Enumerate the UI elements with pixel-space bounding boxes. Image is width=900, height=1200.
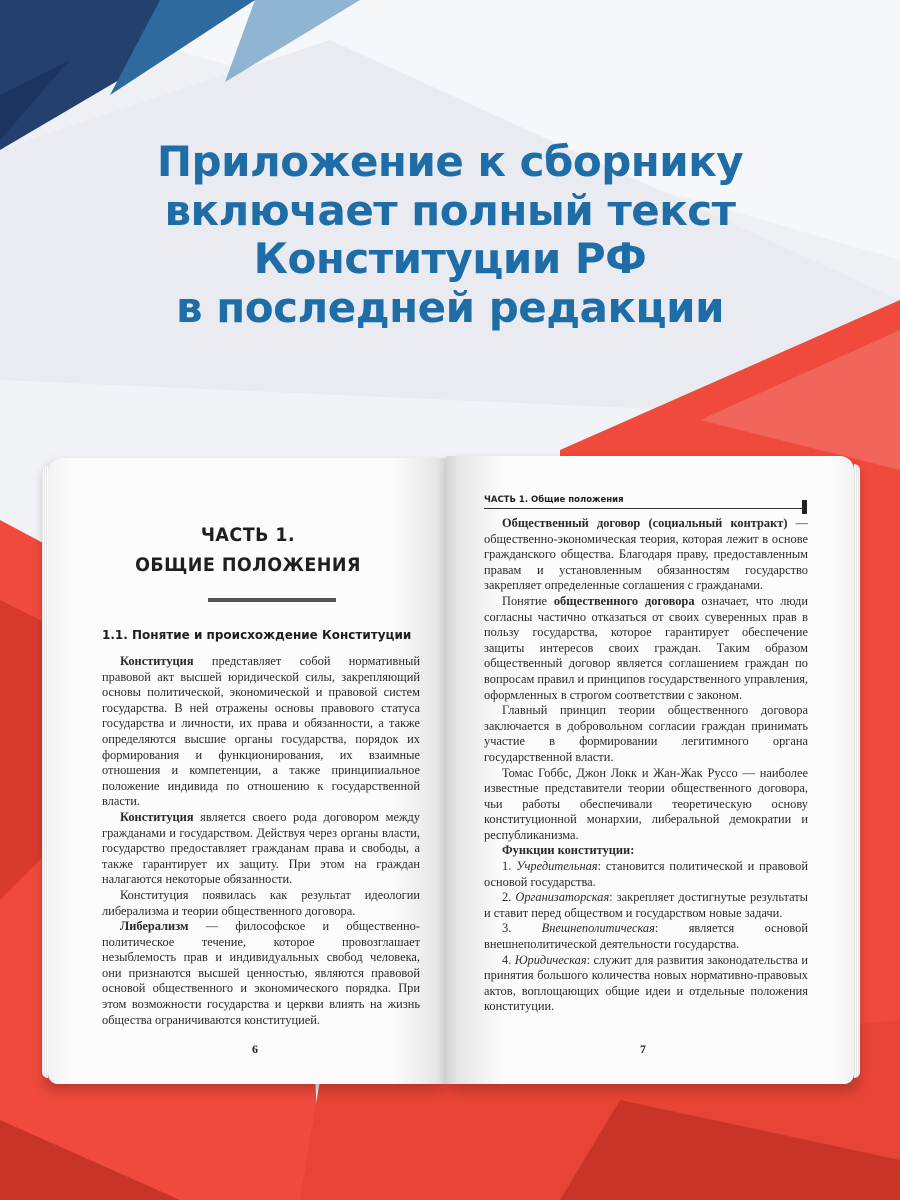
paragraph-text: является своего рода договором между гражданами и государством. Действуя через органы власти, государство предоставляет гражданам права и свободы, а также гарантирует их защиту. При этом на граждан налагаются некоторые обязанности. [102, 809, 420, 887]
section-title: 1.1. Понятие и происхождение Конституции [102, 628, 412, 642]
list-item [484, 859, 808, 890]
page-stack-edge [854, 464, 860, 1078]
paragraph-text: представляет собой нормативный правовой акт высшей юридической силы, закрепляющий основы политической, экономической и правовой систем государства. В ней отражены основы правового статуса государства и личности, их права и обязанности, а также определяются высшие органы государства, порядок их формирования и функционирования, их взаимные отношения и компетенции, а также принципиальное положение индивида по отношению к государственной власти. [102, 654, 420, 809]
paragraph [102, 810, 420, 888]
list-item [484, 953, 808, 1015]
paragraph-text: : является основой внешнеполитической деятельности государства. [484, 921, 809, 952]
functions-heading [484, 843, 808, 859]
term-italic: Внешнеполитическая [541, 921, 655, 936]
list-number: 1. [502, 859, 517, 874]
right-page-body [484, 516, 808, 1015]
paragraph-text: Главный принцип теории общественного договора заключается в добровольном согласии граждан принимать участие в формировании легитимного органа государственной власти. [484, 703, 808, 764]
paragraph [102, 919, 420, 1028]
paragraph [484, 516, 808, 594]
paragraph-text: — философское и общественно-политическое течение, которое провозглашает незыблемость прав и индивидуальных свобод человека, они признаются высшей ценностью, являются правовой основой общественного и экономического порядка. При этом возможности государства и церкви влиять на жизнь общества ограничиваются конституцией. [102, 919, 420, 1027]
paragraph-text: Понятие [502, 593, 554, 608]
paragraph [484, 766, 808, 844]
paragraph [484, 594, 808, 703]
list-number: 2. [502, 890, 516, 905]
term-italic: Учредительная [516, 859, 598, 874]
list-item [484, 890, 808, 921]
term-italic: Организаторская [515, 890, 610, 905]
paragraph-text: означает, что люди согласны частично отказаться от своих суверенных прав в пользу государства, которое гарантирует обеспечение защиты интересов своих граждан. Таким образом общественный договор является соглашением граждан по вопросам правил и принципов государственного управления, оформленных в строгом соответствии с законом. [484, 593, 809, 702]
list-number: 3. [502, 921, 542, 936]
paragraph [102, 888, 420, 919]
paragraph-text: Томас Гоббс, Джон Локк и Жан-Жак Руссо — наиболее известные представители теории общественного договора, чьи работы обеспечивали теоретическую основу конституционной монархии, либеральной демократии и республиканизма. [484, 765, 808, 842]
part-subtitle: ОБЩИЕ ПОЛОЖЕНИЯ [135, 554, 361, 576]
list-item [484, 921, 808, 952]
headline-line: в последней редакции [176, 282, 724, 332]
list-number: 4. [502, 952, 515, 967]
left-page [48, 458, 448, 1084]
left-page-body [102, 654, 420, 1028]
running-head-tab [802, 500, 807, 514]
page-stack-edge [42, 466, 48, 1078]
paragraph-text: : закрепляет достигнутые результаты и ставит перед обществом и государством новые задачи. [484, 890, 808, 920]
functions-title: Функции конституции: [502, 843, 635, 858]
part-title: ЧАСТЬ 1. [200, 524, 296, 546]
paragraph-text: : служит для развития законодательства и принятия большого количества новых нормативно-правовых актов, воплощающих общие идеи и отдельные положения конституции. [484, 952, 809, 1014]
term-bold: Общественный договор (социальный контракт) [502, 516, 788, 530]
right-page [446, 456, 854, 1084]
term-bold: Конституция [120, 809, 194, 824]
paragraph [484, 703, 808, 765]
term-bold: общественного договора [553, 593, 695, 608]
paragraph-text: Конституция появилась как результат идеологии либерализма и теории общественного договора. [102, 887, 420, 918]
running-head: ЧАСТЬ 1. Общие положения [484, 495, 806, 509]
term-bold: Конституция [120, 654, 194, 668]
paragraph-text: : становится политической и правовой основой государства. [484, 859, 808, 889]
headline-line: включает полный текст [164, 185, 736, 235]
headline-line: Конституции РФ [253, 234, 647, 283]
page-number: 6 [252, 1042, 258, 1056]
page-number: 7 [640, 1042, 646, 1056]
term-italic: Юридическая [514, 952, 587, 967]
paragraph-text: — общественно-экономическая теория, которая лежит в основе гражданского общества. Благодаря праву, предоставленным правам и установленным обязанностям государство закрепляет определенные соглашения с гражданами. [484, 516, 808, 593]
term-bold: Либерализм [120, 919, 189, 934]
paragraph [102, 654, 420, 810]
headline-line: Приложение к сборнику [156, 137, 744, 186]
part-title-rule [208, 598, 336, 602]
